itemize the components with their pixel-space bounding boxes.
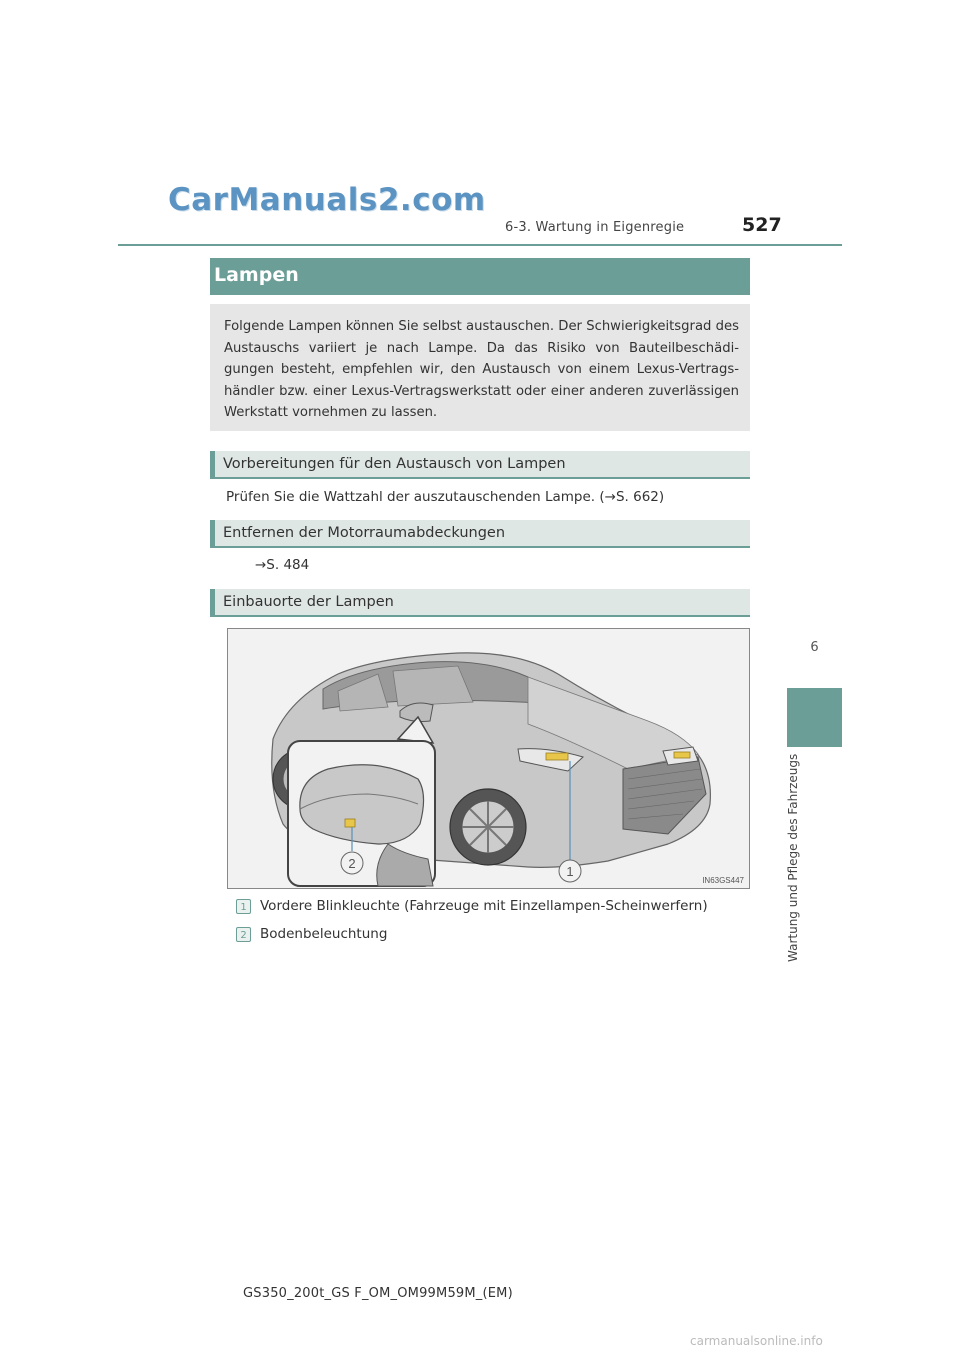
page-title: Lampen [214,264,299,286]
chapter-number: 6 [810,640,819,655]
header-section: 6-3. Wartung in Eigenregie [505,220,685,235]
callout-1-label: 1 [566,864,574,879]
legend-text-1: Vordere Blinkleuchte (Fahrzeuge mit Einzellampen-Scheinwerfern) [260,898,708,914]
legend-text-2: Bodenbeleuchtung [260,926,388,942]
watermark-logo: CarManuals2.com [168,182,486,218]
subsection-title-2: Entfernen der Motorraumabdeckungen [223,525,506,541]
chapter-tab [787,688,842,747]
subsection-text-1: Prüfen Sie die Wattzahl der auszutauschenden Lampe. (→S. 662) [226,489,665,505]
car-drawing [228,629,749,888]
subsection-text-2: →S. 484 [255,557,310,573]
header-rule [118,244,842,246]
legend-badge-2: 2 [236,927,251,942]
intro-text: Folgende Lampen können Sie selbst austauschen. Der Schwierigkeitsgrad des Austauschs variiert je nach Lampe. Da das Risiko von Bauteilbeschädi-gungen besteht, empfehlen wir, den Austausch von einem Lexus-Vertrags-händler bzw. einer Lexus-Vertragswerkstatt oder einer anderen zuverlässigen Werkstatt vornehmen zu lassen. [224,319,739,420]
callout-2-label: 2 [348,856,356,871]
subsection-title-3: Einbauorte der Lampen [223,594,394,610]
footer-code: GS350_200t_GS F_OM_OM99M59M_(EM) [243,1286,513,1301]
subsection-title-1: Vorbereitungen für den Austausch von Lampen [223,456,566,472]
page-number: 527 [742,214,782,236]
car-illustration [227,628,750,889]
watermark-bottom: carmanualsonline.info [690,1334,823,1348]
figure-code: IN63GS447 [702,876,744,885]
legend-badge-1: 1 [236,899,251,914]
chapter-title: Wartung und Pflege des Fahrzeugs [786,753,800,962]
